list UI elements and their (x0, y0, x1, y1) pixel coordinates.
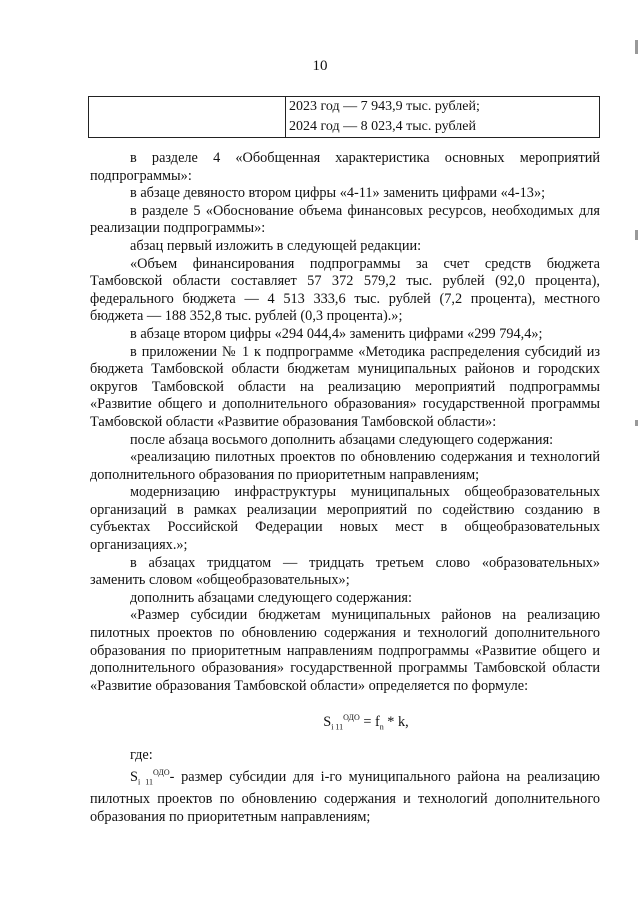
funding-table (88, 96, 600, 138)
formula-tail: * k, (383, 714, 409, 731)
formula-symbol: S (323, 714, 332, 731)
formula (132, 709, 600, 736)
definition-paragraph (90, 764, 600, 826)
paragraph: в разделе 4 «Обобщенная характеристика основных мероприятий подпрограммы»: (90, 150, 600, 184)
paragraph: в абзаце девяносто втором цифры «4-11» заменить цифрами «4-13»; (130, 185, 546, 202)
formula-f-subscript: n (379, 723, 384, 733)
paragraph: «Объем финансирования подпрограммы за счет средств бюджета Тамбовской области составляет 57 372 579,2 тыс. рублей (92,0 процента), федерального бюджета — 4 513 333,6 тыс. рублей (7,2 процента), местного бюджета — 188 352,8 тыс. рублей (0,3 процента).»; (90, 255, 600, 325)
table-empty-cell (89, 97, 286, 138)
definition-symbol: S (130, 768, 138, 785)
paragraph: в разделе 5 «Обоснование объема финансовых ресурсов, необходимых для реализации подпрограммы»: (90, 202, 600, 237)
table-year-cell (286, 97, 600, 138)
page-number: 10 (312, 58, 328, 74)
where-label: где: (130, 746, 153, 763)
formula-subscript: i 11 (331, 723, 344, 733)
table-row: 2023 год — 7 943,9 тыс. рублей; (289, 99, 480, 114)
paragraph: в абзацах тридцатом — тридцать третьем слово «образовательных» заменить словом «общеобразовательных»; (90, 554, 600, 589)
paragraph: модернизацию инфраструктуры муниципальных общеобразовательных организаций в рамках реализации мероприятий по содействию созданию в субъектах Российской Федерации новых мест в общеобразовательных организациях.»; (90, 484, 600, 554)
paragraph: «реализацию пилотных проектов по обновлению содержания и технологий дополнительного образования по приоритетным направлениям; (90, 449, 600, 483)
paragraph: после абзаца восьмого дополнить абзацами следующего содержания: (130, 431, 554, 448)
paragraph: абзац первый изложить в следующей редакции: (130, 237, 422, 254)
paragraph: «Размер субсидии бюджетам муниципальных районов на реализацию пилотных проектов по обновлению содержания и технологий дополнительного образования по приоритетным направлениям подпрограммы «Развитие общего и дополнительного образования» государственной программы Тамбовской области «Развитие образования Тамбовской области» определяется по формуле: (90, 607, 600, 694)
formula-superscript: ОДО (343, 713, 360, 723)
scan-edge-mark (635, 230, 638, 240)
paragraph: в абзаце втором цифры «294 044,4» заменить цифрами «299 794,4»; (130, 325, 543, 342)
definition-superscript: ОДО (153, 768, 170, 778)
paragraph: в приложении № 1 к подпрограмме «Методика распределения субсидий из бюджета Тамбовской области бюджетам муниципальных районов и городских округов Тамбовской области на реализацию мероприятий подпрограммы «Развитие общего и дополнительного образования» государственной программы Тамбовской области «Развитие образования Тамбовской области»: (90, 343, 600, 430)
paragraph: дополнить абзацами следующего содержания: (130, 589, 412, 606)
document-body (90, 150, 600, 827)
scan-edge-mark (635, 420, 638, 426)
formula-rhs: = f (359, 714, 380, 731)
definition-text: - размер субсидии для i-го муниципального района на реализацию пилотных проектов по обновлению содержания и технологий дополнительного образования по приоритетным направлениям; (90, 768, 600, 826)
scan-edge-mark (635, 40, 638, 54)
table-row: 2024 год — 8 023,4 тыс. рублей (289, 119, 476, 134)
definition-subscript: i 11 (137, 777, 153, 787)
